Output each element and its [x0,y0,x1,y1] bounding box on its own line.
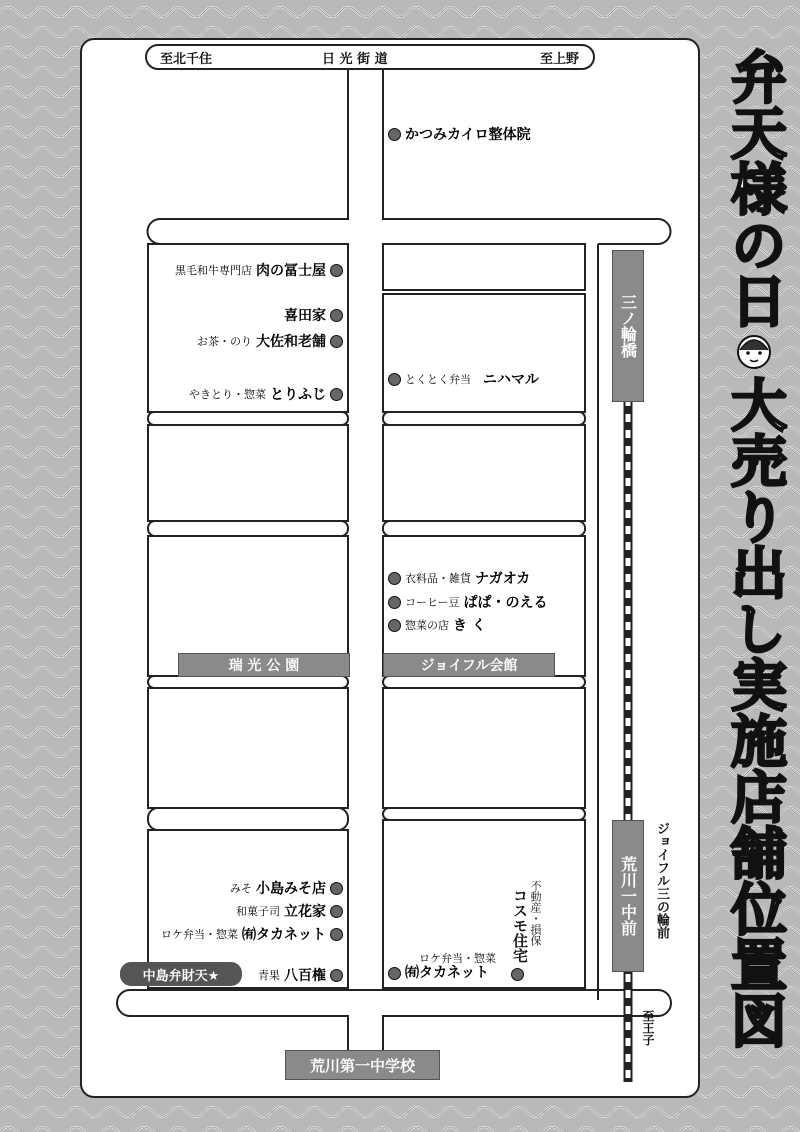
block-top-left [160,70,348,219]
shop-marker-icon [388,619,401,632]
shop-osawa-roho: お茶・のり 大佐和老舗 [197,331,343,351]
to-oji-label: 至王子 [641,1010,655,1046]
station-minowabashi: 三ノ輪橋 [612,250,644,402]
shop-kiku: 惣菜の店 き く [388,615,486,635]
station-arakawa-itchumae: 荒川一中前 [612,820,644,972]
shop-marker-icon [330,335,343,348]
shop-marker-icon [388,596,401,609]
shop-tachibanaya: 和菓子司 立花家 [236,901,343,921]
shop-marker-icon [330,264,343,277]
title-block [716,48,792,1048]
shop-marker-icon [330,388,343,401]
shop-nagaoka: 衣料品・雑貨 ナガオカ [388,568,530,588]
shop-nihamaru: とくとく弁当 ニハマル [388,369,539,389]
shop-marker-icon [330,969,343,982]
block-right-1a [383,244,585,290]
shop-yaogon: 青果 八百権 [258,965,343,985]
joyful-hall: ジョイフル会館 [383,653,555,677]
shop-papa-noel: コーヒー豆 ぱぱ・のえる [388,592,548,612]
road-label-kitasenju: 至北千住 [160,52,213,67]
zuiko-park: 瑞 光 公 園 [178,653,350,677]
shop-takanet-left: ロケ弁当・惣菜 ㈲タカネット [161,924,343,944]
title-line-2: 大売り出し実施店舗位置図 [722,376,787,1048]
benten-mascot-icon [732,330,776,374]
shop-marker-icon [330,882,343,895]
shop-marker-icon [330,309,343,322]
joyful-minowa-mae-label: ジョイフル三の輪前 [654,822,669,939]
shop-marker-icon [388,128,401,141]
shop-marker-icon [388,967,401,980]
shop-marker-icon [388,373,401,386]
nakajima-benzaiten: 中島弁財天★ [120,962,242,986]
block-right-1b [383,294,585,412]
shop-katsumi-chiro: かつみカイロ整体院 [388,124,531,144]
shop-marker-icon [330,928,343,941]
shop-marker-icon [330,905,343,918]
shop-takanet-right: ロケ弁当・惣菜 ㈲タカネット [388,952,496,980]
shop-marker-icon [511,968,524,981]
road-label-ueno: 至上野 [540,52,580,67]
arakawa-daiichi-junior-high: 荒川第一中学校 [285,1050,440,1080]
cosmo-category: 不動産・損保 [529,880,542,946]
shop-nikunofujiya: 黒毛和牛専門店 肉の冨士屋 [175,260,343,280]
shop-marker-icon [388,572,401,585]
cosmo-jutaku: コスモ住宅 [511,888,529,963]
shop-torifuji: やきとり・惣菜 とりふじ [189,384,343,404]
shop-kitaya: 喜田家 [284,305,343,325]
road-label-nikko-kaido: 日 光 街 道 [322,52,388,67]
title-line-1: 弁天様の日 [722,48,787,328]
shop-kojima-miso: みそ 小島みそ店 [230,878,343,898]
